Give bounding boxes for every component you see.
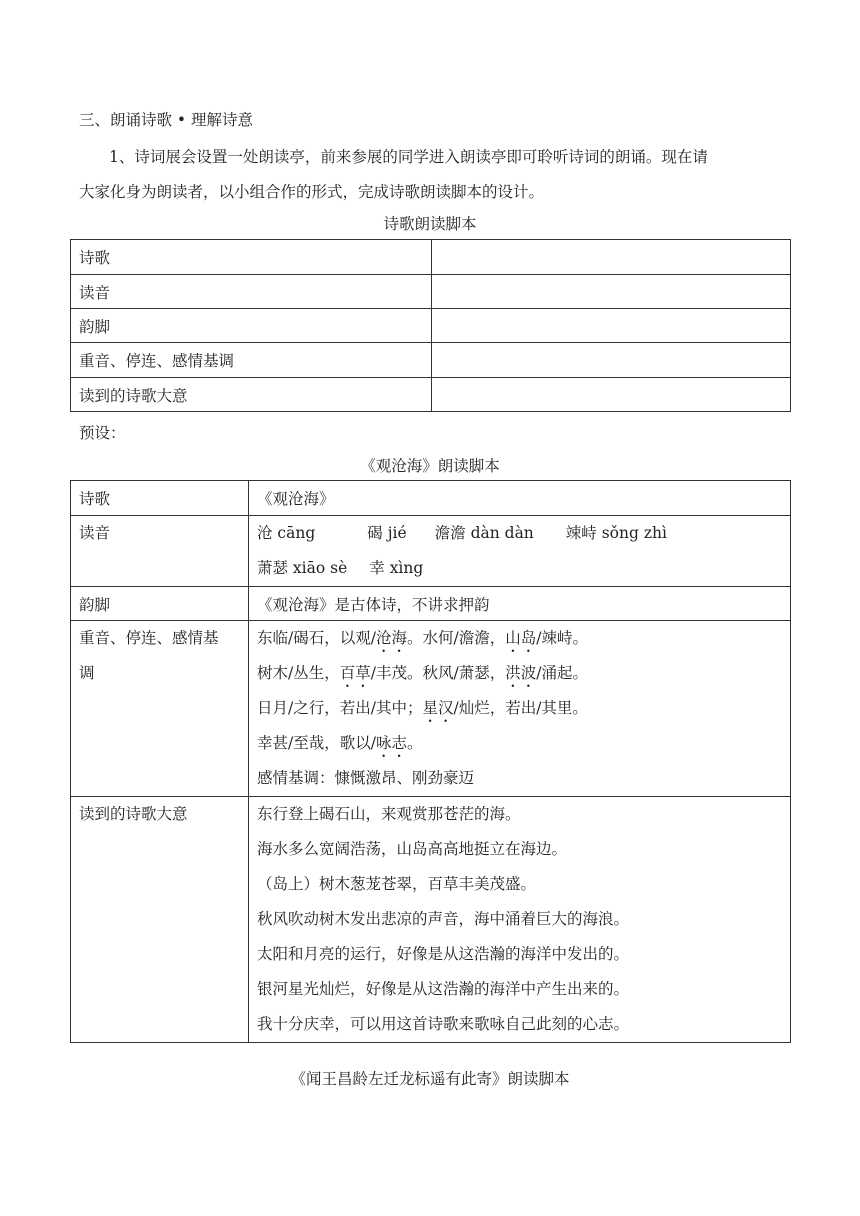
row-label-cell [71, 621, 249, 797]
pronunciation-line-1 [257, 516, 790, 551]
table-row-poem [71, 481, 791, 516]
row-label: 韵脚 [71, 309, 432, 343]
stressed-word: 咏志 [375, 734, 407, 752]
preset-label: 预设： [79, 424, 126, 442]
table-row-stress [71, 621, 791, 797]
pronunciation-line-2 [257, 551, 790, 586]
table-row [71, 378, 791, 412]
template-script-table [70, 239, 791, 412]
text-run: /灿烂，若出/其里。 [453, 699, 588, 717]
pron-xing: 幸 xìng [369, 559, 424, 577]
row-label: 诗歌 [71, 481, 249, 516]
empty-cell [432, 378, 791, 412]
text-run: 东临/碣石，以观/ [257, 629, 376, 647]
text-run: 幸甚/至哉，歌以/ [257, 734, 376, 752]
row-label: 读到的诗歌大意 [71, 378, 432, 412]
meaning-line: 秋风吹动树木发出悲凉的声音，海中涌着巨大的海浪。 [257, 910, 630, 928]
row-label-part-2: 调 [79, 664, 95, 682]
row-label: 读到的诗歌大意 [79, 805, 188, 823]
stress-line-1 [257, 621, 790, 656]
pron-cang: 沧 cāng [257, 524, 316, 542]
row-label: 韵脚 [71, 587, 249, 621]
text-run: /涌起。 [536, 664, 588, 682]
row-label: 诗歌 [71, 240, 432, 275]
table-row [71, 309, 791, 343]
rhyme-text: 《观沧海》是古体诗，不讲求押韵 [249, 587, 791, 621]
meaning-line: 银河星光灿烂，好像是从这浩瀚的海洋中产生出来的。 [257, 980, 630, 998]
text-run: 。 [406, 734, 423, 752]
stressed-word: 沧海 [375, 629, 407, 647]
table-row [71, 240, 791, 275]
pronunciation-cell [249, 516, 791, 587]
pron-songzhi: 竦峙 sǒng zhì [565, 524, 667, 542]
row-label-part-1: 重音、停连、感情基 [79, 629, 219, 647]
emotional-tone: 感情基调：慷慨激昂、刚劲豪迈 [257, 769, 475, 787]
intro-paragraph-line-2: 大家化身为朗读者，以小组合作的形式，完成诗歌朗读脚本的设计。 [79, 183, 545, 201]
stressed-word: 星汉 [422, 699, 454, 717]
stressed-word: 百草 [339, 664, 371, 682]
intro-paragraph-line-1: 1、诗词展会设置一处朗读亭，前来参展的同学进入朗读亭即可聆听诗词的朗诵。现在请 [109, 148, 708, 166]
meaning-line: （岛上）树木葱茏苍翠，百草丰美茂盛。 [257, 875, 537, 893]
meaning-line: 东行登上碣石山，来观赏那苍茫的海。 [257, 805, 521, 823]
text-run: /丰茂。秋风/萧瑟， [370, 664, 506, 682]
table-row [71, 343, 791, 378]
table-row-meaning [71, 797, 791, 1043]
empty-cell [432, 343, 791, 378]
pron-xiaose: 萧瑟 xiāo sè [257, 559, 348, 577]
empty-cell [432, 309, 791, 343]
meaning-line: 我十分庆幸，可以用这首诗歌来歌咏自己此刻的心志。 [257, 1015, 630, 1033]
section-heading: 三、朗诵诗歌 • 理解诗意 [79, 111, 253, 129]
row-label-cell [71, 516, 249, 587]
stress-line-4 [257, 726, 790, 761]
text-run: 。水何/澹澹， [406, 629, 506, 647]
example-table-title: 《观沧海》朗读脚本 [360, 457, 500, 475]
table-row-pronunciation [71, 516, 791, 587]
poem-title: 《观沧海》 [249, 481, 791, 516]
next-script-title: 《闻王昌龄左迁龙标遥有此寄》朗读脚本 [290, 1070, 570, 1088]
text-run: 树木/丛生， [257, 664, 340, 682]
row-label: 读音 [71, 275, 432, 309]
row-label: 重音、停连、感情基调 [71, 343, 432, 378]
text-run: 日月/之行，若出/其中； [257, 699, 423, 717]
stress-line-2 [257, 656, 790, 691]
pron-jie: 碣 jié [367, 524, 407, 542]
stressed-word: 洪波 [505, 664, 537, 682]
text-run: /竦峙。 [536, 629, 588, 647]
stressed-word: 山岛 [505, 629, 537, 647]
example-script-table [70, 480, 791, 1043]
empty-cell [432, 275, 791, 309]
pron-dandan: 澹澹 dàn dàn [434, 524, 534, 542]
stress-cell [249, 621, 791, 797]
meaning-line: 太阳和月亮的运行，好像是从这浩瀚的海洋中发出的。 [257, 945, 630, 963]
meaning-cell [249, 797, 791, 1043]
row-label: 读音 [79, 524, 111, 542]
table-row-rhyme [71, 587, 791, 621]
row-label-cell [71, 797, 249, 1043]
stress-line-3 [257, 691, 790, 726]
table-row [71, 275, 791, 309]
template-table-title: 诗歌朗读脚本 [383, 215, 477, 233]
meaning-line: 海水多么宽阔浩荡，山岛高高地挺立在海边。 [257, 840, 568, 858]
empty-cell [432, 240, 791, 275]
